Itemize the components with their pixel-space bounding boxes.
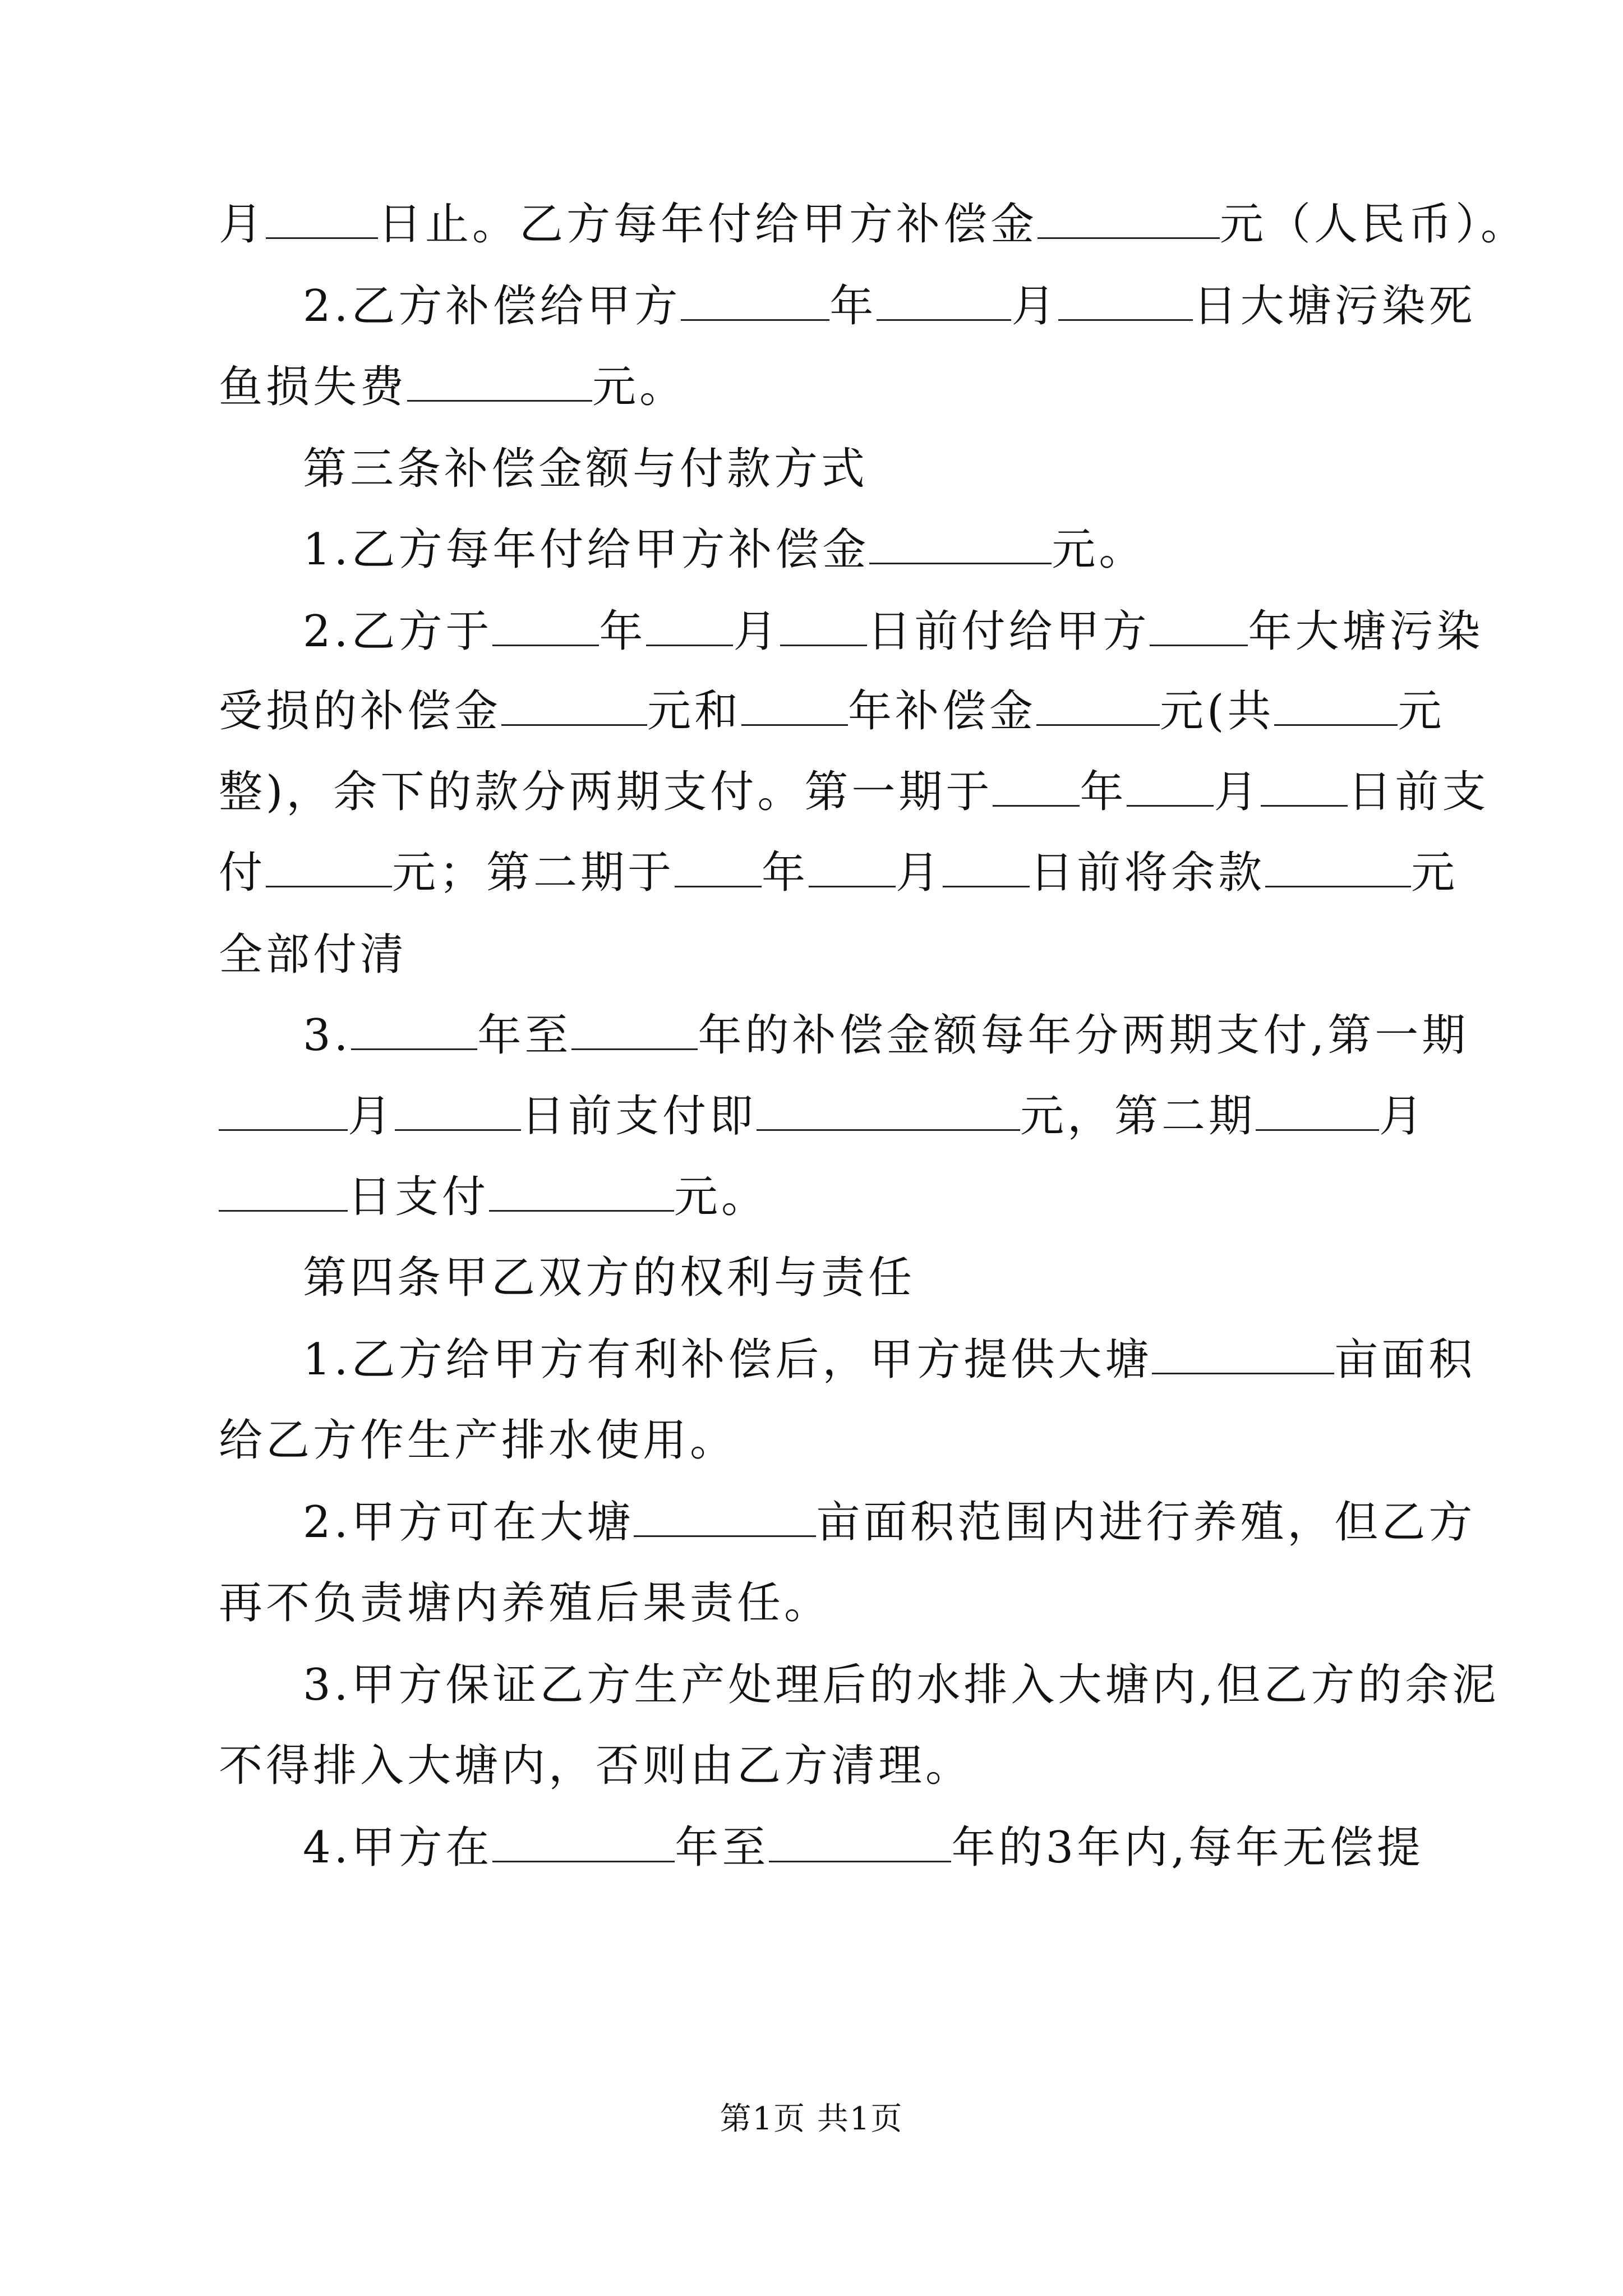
text-segment: 1.乙方每年付给甲方补偿金 <box>303 524 870 575</box>
text-segment: 元。 <box>1052 524 1146 575</box>
fill-in-blank <box>943 846 1030 887</box>
fill-in-blank <box>646 605 733 646</box>
text-segment: 再不负责塘内养殖后果责任。 <box>219 1578 832 1628</box>
text-line <box>303 522 1146 578</box>
text-line <box>219 1412 737 1469</box>
fill-in-blank <box>1256 1090 1379 1131</box>
fill-in-blank <box>993 766 1080 807</box>
text-segment: 亩面积范围内进行养殖，但乙方 <box>816 1497 1476 1548</box>
text-line <box>303 1657 1499 1713</box>
text-segment: 年至 <box>477 1010 572 1061</box>
section-heading <box>303 441 868 497</box>
text-segment: 元。 <box>592 362 687 412</box>
fill-in-blank <box>809 846 896 887</box>
text-segment: 鱼损失费 <box>219 362 408 412</box>
text-segment: 2.甲方可在大塘 <box>303 1497 634 1548</box>
text-segment: 月 <box>219 199 266 250</box>
fill-in-blank <box>1058 280 1193 321</box>
text-line <box>303 604 1483 660</box>
fill-in-blank <box>1038 198 1220 239</box>
text-segment: 3. <box>303 1010 352 1061</box>
fill-in-blank <box>877 280 1011 321</box>
text-segment: 元(共 <box>1160 686 1275 737</box>
text-segment: 受损的补偿金 <box>219 686 502 737</box>
text-line <box>303 1332 1476 1388</box>
text-segment: 3.甲方保证乙方生产处理后的水排入大塘内,但乙方的余泥 <box>303 1660 1500 1710</box>
text-segment: 整)，余下的款分两期支付。第一期于 <box>219 767 993 817</box>
text-line <box>303 1820 1424 1876</box>
text-segment: 付 <box>219 848 266 898</box>
text-line <box>303 278 1476 334</box>
text-segment: 元和 <box>647 686 742 737</box>
fill-in-blank <box>219 1171 348 1212</box>
text-segment: 2.乙方补偿给甲方 <box>303 281 681 332</box>
fill-in-blank <box>634 1496 816 1537</box>
page-footer <box>0 2097 1623 2142</box>
fill-in-blank <box>675 846 762 887</box>
text-segment: 2.乙方于 <box>303 606 493 657</box>
text-line <box>303 1007 1469 1064</box>
text-segment: 第四条甲乙双方的权利与责任 <box>303 1253 916 1303</box>
fill-in-blank <box>741 685 848 726</box>
text-segment: 月 <box>733 606 781 657</box>
text-segment: 元；第二期于 <box>392 848 675 898</box>
fill-in-blank <box>492 1821 675 1862</box>
text-segment: 月 <box>348 1091 395 1142</box>
text-segment: 年补偿金 <box>848 686 1037 737</box>
text-segment: 元。 <box>674 1172 769 1222</box>
text-segment: 年 <box>1080 767 1127 817</box>
text-segment: 日前支 <box>1348 767 1490 817</box>
text-line <box>219 1088 1426 1144</box>
text-segment: 第三条补偿金额与付款方式 <box>303 444 869 494</box>
fill-in-blank <box>757 1090 1020 1131</box>
fill-in-blank <box>869 523 1052 564</box>
fill-in-blank <box>489 1171 674 1212</box>
fill-in-blank <box>1150 605 1248 646</box>
fill-in-blank <box>266 198 378 239</box>
fill-in-blank <box>769 1821 951 1862</box>
fill-in-blank <box>266 846 392 887</box>
fill-in-blank <box>571 1009 698 1050</box>
text-segment: 全部付清 <box>219 930 408 980</box>
text-segment: 给乙方作生产排水使用。 <box>219 1415 737 1466</box>
text-segment: 月 <box>1214 767 1261 817</box>
fill-in-blank <box>1261 766 1348 807</box>
text-segment: 年至 <box>675 1823 769 1873</box>
text-segment: 日前将余款 <box>1030 848 1266 898</box>
text-segment: 亩面积 <box>1334 1335 1476 1385</box>
text-segment: 年大塘污染 <box>1248 606 1484 657</box>
text-line <box>219 845 1458 901</box>
text-segment: 年 <box>762 848 809 898</box>
text-segment: 月 <box>896 848 943 898</box>
text-segment: 月 <box>1011 281 1059 332</box>
fill-in-blank <box>219 1090 348 1131</box>
text-segment: 日支付 <box>348 1172 490 1222</box>
text-segment: 年的补偿金额每年分两期支付,第一期 <box>698 1010 1469 1061</box>
fill-in-blank <box>351 1009 477 1050</box>
fill-in-blank <box>492 605 599 646</box>
text-segment: 日止。乙方每年付给甲方补偿金 <box>378 199 1038 250</box>
text-segment: 年 <box>829 281 877 332</box>
text-segment: 月 <box>1379 1091 1427 1142</box>
fill-in-blank <box>395 1090 521 1131</box>
fill-in-blank <box>1274 685 1398 726</box>
text-segment: 年 <box>599 606 647 657</box>
text-segment: 元 <box>1398 686 1445 737</box>
text-line <box>219 1738 972 1794</box>
fill-in-blank <box>780 605 867 646</box>
text-line <box>303 1494 1476 1550</box>
fill-in-blank <box>681 280 829 321</box>
text-line <box>219 196 1528 252</box>
text-segment: 日前付给甲方 <box>867 606 1150 657</box>
fill-in-blank <box>407 361 592 402</box>
text-segment: 元，第二期 <box>1020 1091 1256 1142</box>
text-segment: 4.甲方在 <box>303 1823 493 1873</box>
text-line <box>219 359 686 415</box>
text-segment: 日大塘污染死 <box>1193 281 1476 332</box>
fill-in-blank <box>1265 846 1411 887</box>
text-segment: 元（人民币）。 <box>1220 199 1528 250</box>
text-line <box>219 1169 768 1225</box>
page-number-label: 第1页 共1页 <box>720 2101 903 2137</box>
text-segment: 1.乙方给甲方有利补偿后，甲方提供大塘 <box>303 1335 1152 1385</box>
text-line <box>219 1575 831 1631</box>
text-segment: 年的3年内,每年无偿提 <box>951 1823 1424 1873</box>
text-segment: 日前支付即 <box>521 1091 757 1142</box>
fill-in-blank <box>1152 1333 1334 1374</box>
text-line <box>219 927 407 983</box>
text-line <box>219 683 1445 739</box>
fill-in-blank <box>1036 685 1160 726</box>
text-line <box>219 764 1489 820</box>
text-segment: 元 <box>1411 848 1459 898</box>
fill-in-blank <box>501 685 647 726</box>
text-segment: 不得排入大塘内，否则由乙方清理。 <box>219 1741 973 1791</box>
section-heading <box>303 1250 915 1306</box>
fill-in-blank <box>1127 766 1214 807</box>
